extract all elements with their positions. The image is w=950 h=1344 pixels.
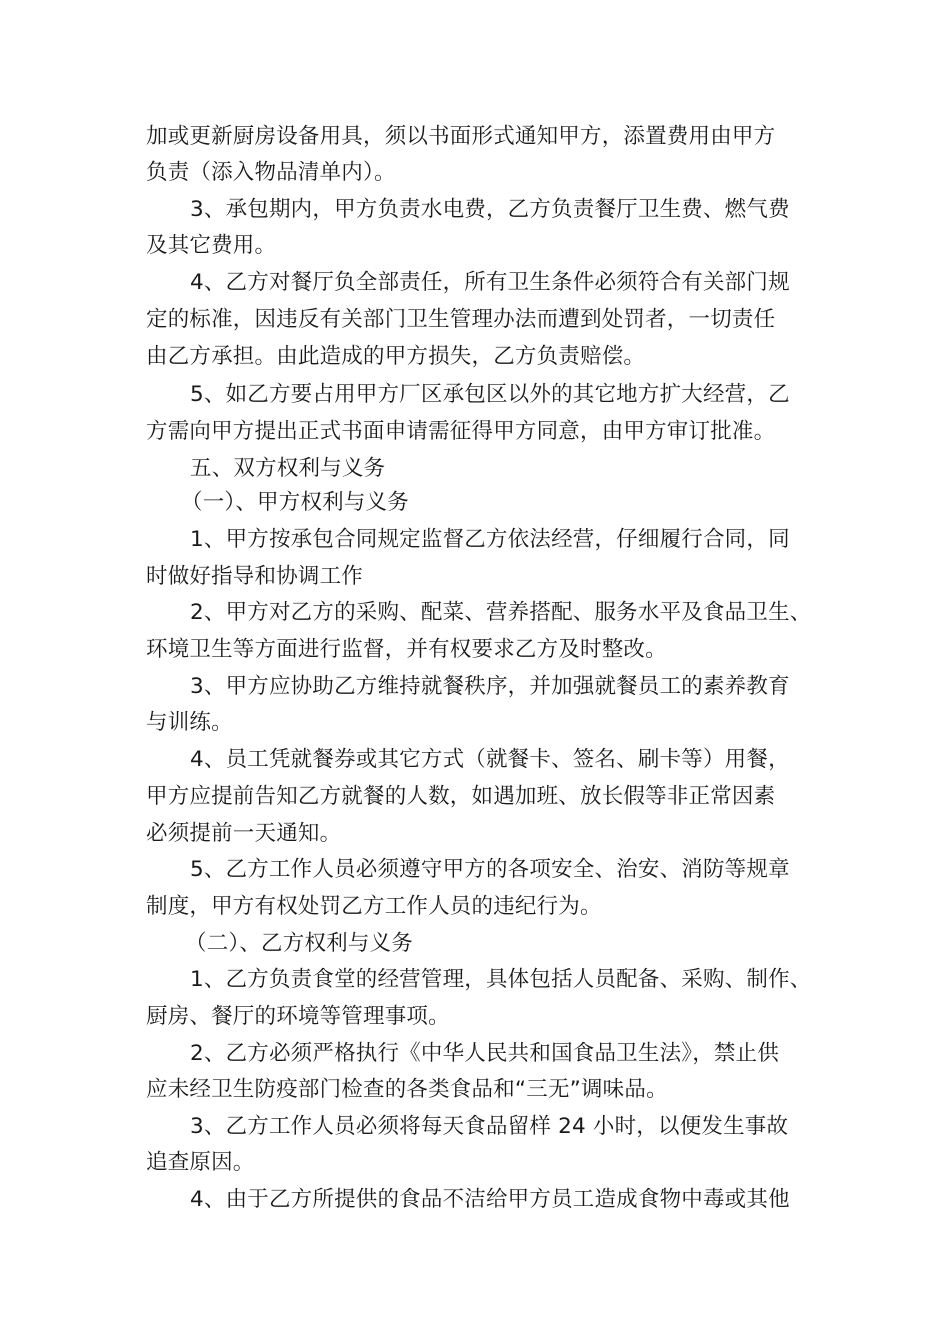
text-line: 加或更新厨房设备用具，须以书面形式通知甲方，添置费用由甲方 bbox=[146, 124, 776, 149]
section-heading: 五、双方权利与义务 bbox=[190, 456, 386, 481]
text-line: 与训练。 bbox=[146, 710, 233, 735]
text-line: 5、如乙方要占用甲方厂区承包区以外的其它地方扩大经营，乙 bbox=[190, 382, 790, 407]
text-line: 制度，甲方有权处罚乙方工作人员的违纪行为。 bbox=[146, 894, 602, 919]
text-line: 4、员工凭就餐券或其它方式（就餐卡、签名、刷卡等）用餐， bbox=[190, 747, 790, 772]
text-line: 时做好指导和协调工作 bbox=[146, 564, 364, 589]
text-line: 4、乙方对餐厅负全部责任，所有卫生条件必须符合有关部门规 bbox=[190, 270, 790, 295]
text-line: 2、乙方必须严格执行《中华人民共和国食品卫生法》，禁止供 bbox=[190, 1041, 780, 1066]
text-line: 应未经卫生防疫部门检查的各类食品和“三无”调味品。 bbox=[146, 1077, 668, 1102]
text-line: 2、甲方对乙方的采购、配菜、营养搭配、服务水平及食品卫生、 bbox=[190, 600, 812, 625]
text-line: 方需向甲方提出正式书面申请需征得甲方同意，由甲方审订批准。 bbox=[146, 419, 776, 444]
text-line: 定的标准，因违反有关部门卫生管理办法而遭到处罚者，一切责任 bbox=[146, 307, 776, 332]
subsection-heading: （一）、甲方权利与义务 bbox=[181, 490, 409, 515]
text-line: 3、甲方应协助乙方维持就餐秩序，并加强就餐员工的素养教育 bbox=[190, 674, 790, 699]
text-line: 4、由于乙方所提供的食品不洁给甲方员工造成食物中毒或其他 bbox=[190, 1187, 790, 1212]
text-line: 及其它费用。 bbox=[146, 233, 277, 258]
text-line: 甲方应提前告知乙方就餐的人数，如遇加班、放长假等非正常因素 bbox=[146, 784, 776, 809]
text-line: 由乙方承担。由此造成的甲方损失，乙方负责赔偿。 bbox=[146, 344, 646, 369]
text-line: 环境卫生等方面进行监督，并有权要求乙方及时整改。 bbox=[146, 637, 667, 662]
text-line: 厨房、餐厅的环境等管理事项。 bbox=[146, 1004, 450, 1029]
text-line: 3、承包期内，甲方负责水电费，乙方负责餐厅卫生费、燃气费 bbox=[190, 197, 790, 222]
subsection-heading: （二）、乙方权利与义务 bbox=[185, 931, 413, 956]
text-line: 5、乙方工作人员必须遵守甲方的各项安全、治安、消防等规章 bbox=[190, 857, 790, 882]
text-line: 必须提前一天通知。 bbox=[146, 821, 342, 846]
text-line: 负责（添入物品清单内）。 bbox=[146, 160, 396, 185]
text-line: 1、乙方负责食堂的经营管理，具体包括人员配备、采购、制作、 bbox=[190, 967, 812, 992]
text-line: 3、乙方工作人员必须将每天食品留样 24 小时，以便发生事故 bbox=[190, 1114, 789, 1139]
text-line: 1、甲方按承包合同规定监督乙方依法经营，仔细履行合同，同 bbox=[190, 527, 790, 552]
text-line: 追查原因。 bbox=[146, 1150, 255, 1175]
